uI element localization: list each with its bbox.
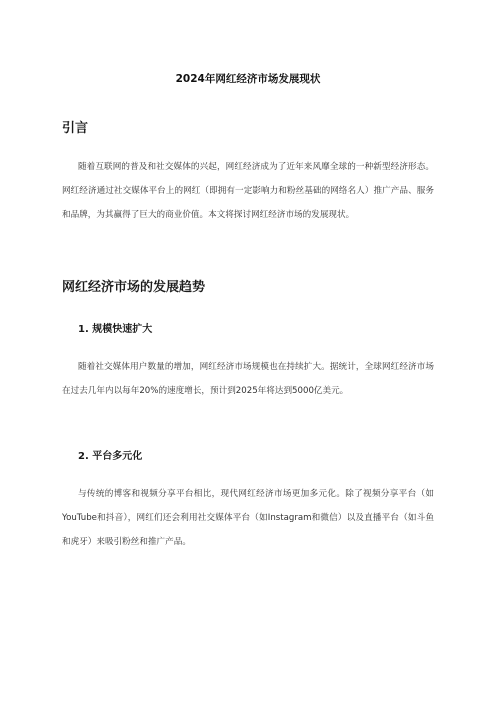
subsection-heading-diversification: 2. 平台多元化 [78, 451, 143, 462]
introduction-paragraph: 随着互联网的普及和社交媒体的兴起，网红经济成为了近年来风靡全球的一种新型经济形态。网红经济通过社交媒体平台上的网红（即拥有一定影响力和粉丝基础的网络名人）推广产品、服务和品牌，为其赢得了巨大的商业价值。本文将探讨网红经济市场的发展现状。 [62, 162, 434, 220]
document-title: 2024年网红经济市场发展现状 [175, 73, 321, 85]
section-heading-introduction: 引言 [62, 121, 89, 136]
scale-paragraph: 随着社交媒体用户数量的增加，网红经济市场规模也在持续扩大。据统计，全球网红经济市场在过去几年内以每年20%的速度增长，预计到2025年将达到5000亿美元。 [62, 362, 434, 396]
section-heading-market-trends: 网红经济市场的发展趋势 [62, 280, 206, 295]
subsection-heading-scale: 1. 规模快速扩大 [78, 324, 153, 335]
diversification-paragraph: 与传统的博客和视频分享平台相比，现代网红经济市场更加多元化。除了视频分享平台（如YouTube和抖音），网红们还会利用社交媒体平台（如Instagram和微信）以及直播平台（如斗鱼和虎牙）来吸引粉丝和推广产品。 [62, 489, 434, 547]
